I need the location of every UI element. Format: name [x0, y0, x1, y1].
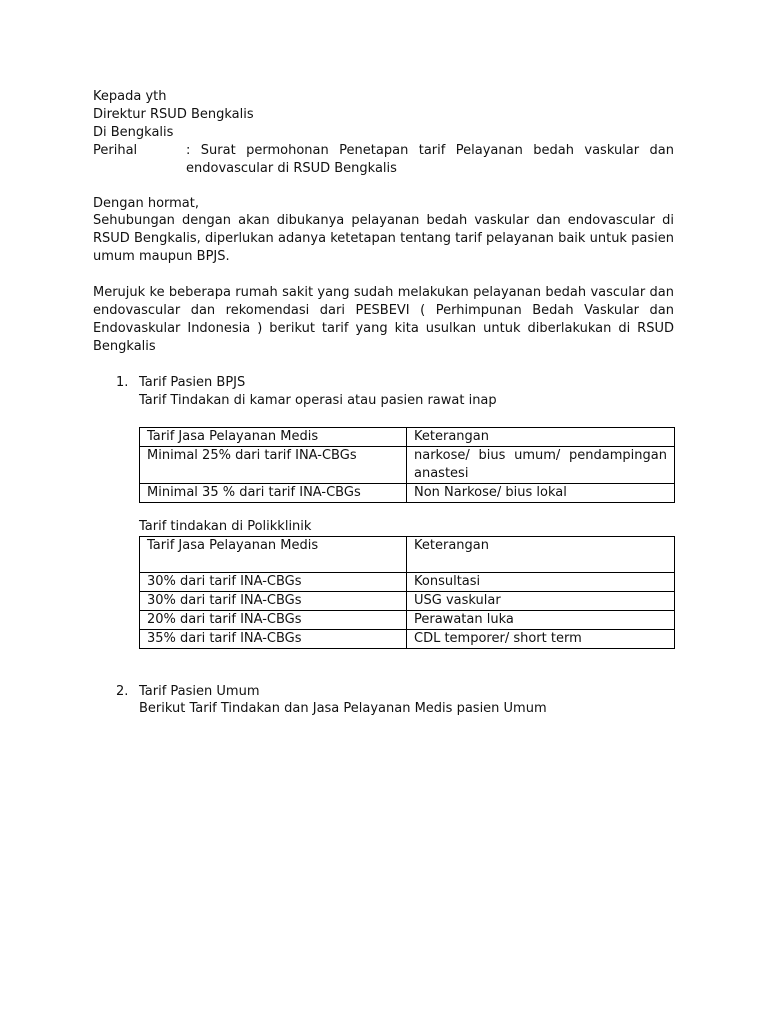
section-1-subtitle: Tarif Tindakan di kamar operasi atau pasien rawat inap [139, 393, 497, 408]
table-cell: USG vaskular [407, 592, 675, 611]
table-row [140, 592, 675, 611]
recipient-line-1: Kepada yth [93, 89, 167, 104]
section-2-subtitle: Berikut Tarif Tindakan dan Jasa Pelayanan Medis pasien Umum [139, 701, 547, 716]
table-row [140, 447, 675, 484]
table-header-cell: Tarif Jasa Pelayanan Medis [140, 537, 407, 573]
table-cell: Minimal 35 % dari tarif INA-CBGs [140, 484, 407, 503]
section-2-title: Tarif Pasien Umum [139, 684, 260, 699]
table-header-cell: Tarif Jasa Pelayanan Medis [140, 428, 407, 447]
table-cell: 30% dari tarif INA-CBGs [140, 592, 407, 611]
section-1-subtitle-2: Tarif tindakan di Polikklinik [139, 519, 312, 534]
paragraph-reference: Merujuk ke beberapa rumah sakit yang sudah melakukan pelayanan bedah vascular dan endovascular dan rekomendasi dari PESBEVI ( Perhimpunan Bedah Vaskular dan Endovaskular Indonesia ) berikut tarif yang kita usulkan untuk diberlakukan di RSUD Bengkalis [93, 285, 674, 354]
table-cell: Non Narkose/ bius lokal [407, 484, 675, 503]
bpjs-operating-room-table [139, 427, 675, 503]
recipient-line-2: Direktur RSUD Bengkalis [93, 107, 254, 122]
table-row [140, 484, 675, 503]
table-header-cell: Keterangan [407, 428, 675, 447]
table-cell: 30% dari tarif INA-CBGs [140, 573, 407, 592]
perihal-text: : Surat permohonan Penetapan tarif Pelayanan bedah vaskular dan endovascular di RSUD Bengkalis [186, 143, 674, 176]
table-cell: 20% dari tarif INA-CBGs [140, 611, 407, 630]
greeting: Dengan hormat, [93, 196, 200, 211]
table-row [140, 611, 675, 630]
section-1-title: Tarif Pasien BPJS [139, 375, 246, 390]
table-row [140, 573, 675, 592]
table-cell: 35% dari tarif INA-CBGs [140, 630, 407, 649]
table-cell: CDL temporer/ short term [407, 630, 675, 649]
section-1-number: 1. [116, 375, 129, 390]
bpjs-polyclinic-table [139, 536, 675, 649]
section-2-number: 2. [116, 684, 129, 699]
perihal-label: Perihal [93, 143, 138, 158]
table-header-cell: Keterangan [407, 537, 675, 573]
paragraph-opening: Sehubungan dengan akan dibukanya pelayanan bedah vaskular dan endovascular di RSUD Bengkalis, diperlukan adanya ketetapan tentang tarif pelayanan baik untuk pasien umum maupun BPJS. [93, 213, 674, 264]
table-cell: Minimal 25% dari tarif INA-CBGs [140, 447, 407, 484]
table-header-row [140, 428, 675, 447]
table-cell: narkose/ bius umum/ pendampingan anastesi [407, 447, 675, 484]
table-cell: Konsultasi [407, 573, 675, 592]
recipient-line-3: Di Bengkalis [93, 125, 174, 140]
table-header-row [140, 537, 675, 573]
table-cell: Perawatan luka [407, 611, 675, 630]
table-row [140, 630, 675, 649]
